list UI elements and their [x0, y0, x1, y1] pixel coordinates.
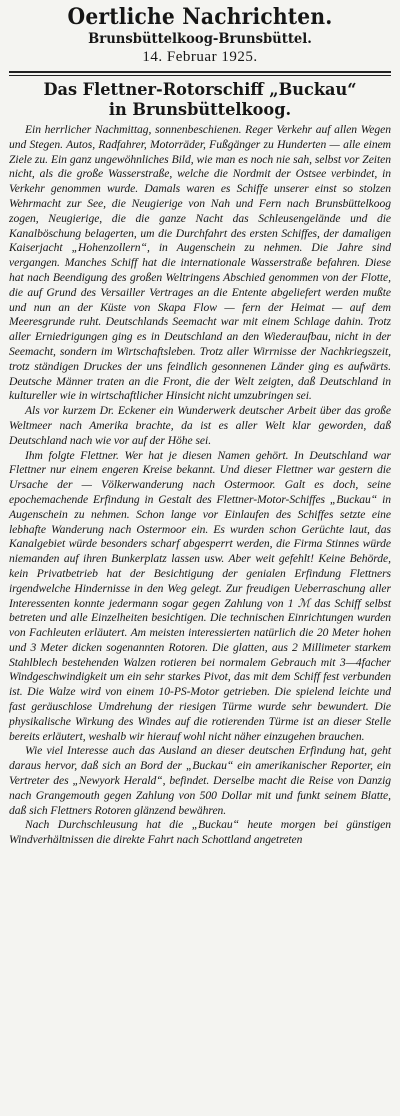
article-paragraph: Wie viel Interesse auch das Ausland an dieser deutschen Erfindung hat, geht daraus hervor, daß sich an Bord der „Buckau“ ein amerikanischer Reporter, ein Vertreter des „Newyork Herald“, befindet. Derselbe macht die Reise von Danzig nach Grangemouth gegen Zahlung von 500 Dollar mit und funkt seinem Blatte, daß sich Flettners Rotoren glänzend bewähren. — [9, 744, 391, 817]
article-paragraph: Ihm folgte Flettner. Wer hat je diesen Namen gehört. In Deutschland war Flettner nur einem engeren Kreise bekannt. Und dieser Flettner war gestern die Ursache der — Völkerwanderung nach Ostermoor. Galt es doch, seine epochemachende Erfindung in Gestalt des Flettner-Motor-Schiffes „Buckau“ in Augenschein zu nehmen. Schon lange vor Einlaufen des Schiffes setzte eine lebhafte Wanderung nach Ostermoor ein. Es wurden schon Gerüchte laut, das Kanalgebiet würde besonders scharf abgesperrt werden, die Firma Stinnes würde niemanden auf ihren Bunkerplatz lassen usw. Aber weit gefehlt! Keine Behörde, kein Privatbetrieb hat der Besichtigung der genialen Erfindung Flettners irgendwelche Hindernisse in den Weg gelegt. Zur freudigen Ueberraschung aller Interessenten konnte jedermann sogar gegen Zahlung von 1 ℳ das Schiff selbst betreten und alle Einzelheiten besichtigen. Die technischen Einrichtungen wurden von Fachleuten erläutert. Am meisten interessierten natürlich die 20 Meter hohen und 3 Meter dicken sogenannten Rotoren. Die glatten, aus 2 Millimeter starkem Stahlblech bestehenden Walzen rotieren bei normalem Gebrauch mit 3—4facher Windgeschwindigkeit um ein sehr starkes Pivot, das mit dem Schiff fest verbunden ist. Die Walze wird von einem 10-PS-Motor getrieben. Die spielend leichte und fast geräuschlose Umdrehung der riesigen Türme wurde sehr bewundert. Die physikalische Wirkung des Windes auf die rotierenden Türme ist an dieser Stelle bereits erläutert, weshalb wir hierauf wohl nicht näher einzugehen brauchen. — [9, 448, 391, 743]
dateline-date: 14. Februar 1925. — [142, 49, 258, 65]
article-headline — [19, 80, 382, 120]
dateline-place: Brunsbüttelkoog-Brunsbüttel. — [88, 31, 312, 47]
article-paragraph: Als vor kurzem Dr. Eckener ein Wunderwerk deutscher Arbeit über das große Weltmeer nach Amerika brachte, da ist es aller Welt klar geworden, daß Deutschland nach wie vor auf der Höhe sei. — [9, 404, 391, 447]
article-paragraph: Ein herrlicher Nachmittag, sonnenbeschienen. Reger Verkehr auf allen Wegen und Stegen. Autos, Radfahrer, Motorräder, Fußgänger zu Hunderten — alle einem Ziele zu. Ein ganz ungewöhnliches Bild, wie man es noch nie sah, selbst vor Zeiten nicht, als die große Wasserstraße, welche die Nordmit der Ostsee verbindet, in Verkehr genommen wurde. Damals waren es Schiffe unserer einst so stolzen Wehrmacht zur See, die Neugierige von Nah und Fern nach Brunsbüttelkoog zogen, Neugierige, die die ganze Nacht das Schleusengelände und die Kanalböschung belagerten, um die Durchfahrt des ersten Schiffes, der damaligen Kaiserjacht „Hohenzollern“, in Augenschein zu nehmen. Die Jahre sind vergangen. Manches Schiff hat die internationale Wasserstraße befahren. Diese hat nach Beendigung des großen Weltringens Abschied genommen von der Flotte, die auf Grund des Versailler Vertrages an die Entente abgeliefert werden mußte und nun an der Küste von Skapa Flow — fern der Heimat — auf dem Meeresgrunde ruht. Deutschlands Seemacht war mit einem Schlage dahin. Trotz aller Erniedrigungen ging es in Deutschland an den Wiederaufbau, nicht in der Seemacht, sondern im Wirtschaftsleben. Trotz aller Wirrnisse der Nachkriegszeit, trotz ständigen Druckes der uns feindlich gesonnenen Länder ging es aufwärts. Deutsche Männer traten an die Front, die der Welt zeigten, daß Deutschland in kultureller wie in wirtschaftlicher Hinsicht nicht umzubringen sei. — [9, 123, 391, 403]
headline-line-1: Das Flettner-Rotorschiff „Buckau“ — [43, 80, 357, 100]
masthead — [9, 4, 391, 66]
article-paragraph: Nach Durchschleusung hat die „Buckau“ heute morgen bei günstigen Windverhältnissen die direkte Fahrt nach Schottland angetreten — [9, 818, 391, 847]
section-title: Oertliche Nachrichten. — [67, 4, 333, 30]
article — [9, 80, 391, 848]
article-body — [9, 123, 391, 848]
headline-line-2: in Brunsbüttelkoog. — [108, 100, 292, 120]
double-rule-divider — [9, 71, 391, 76]
